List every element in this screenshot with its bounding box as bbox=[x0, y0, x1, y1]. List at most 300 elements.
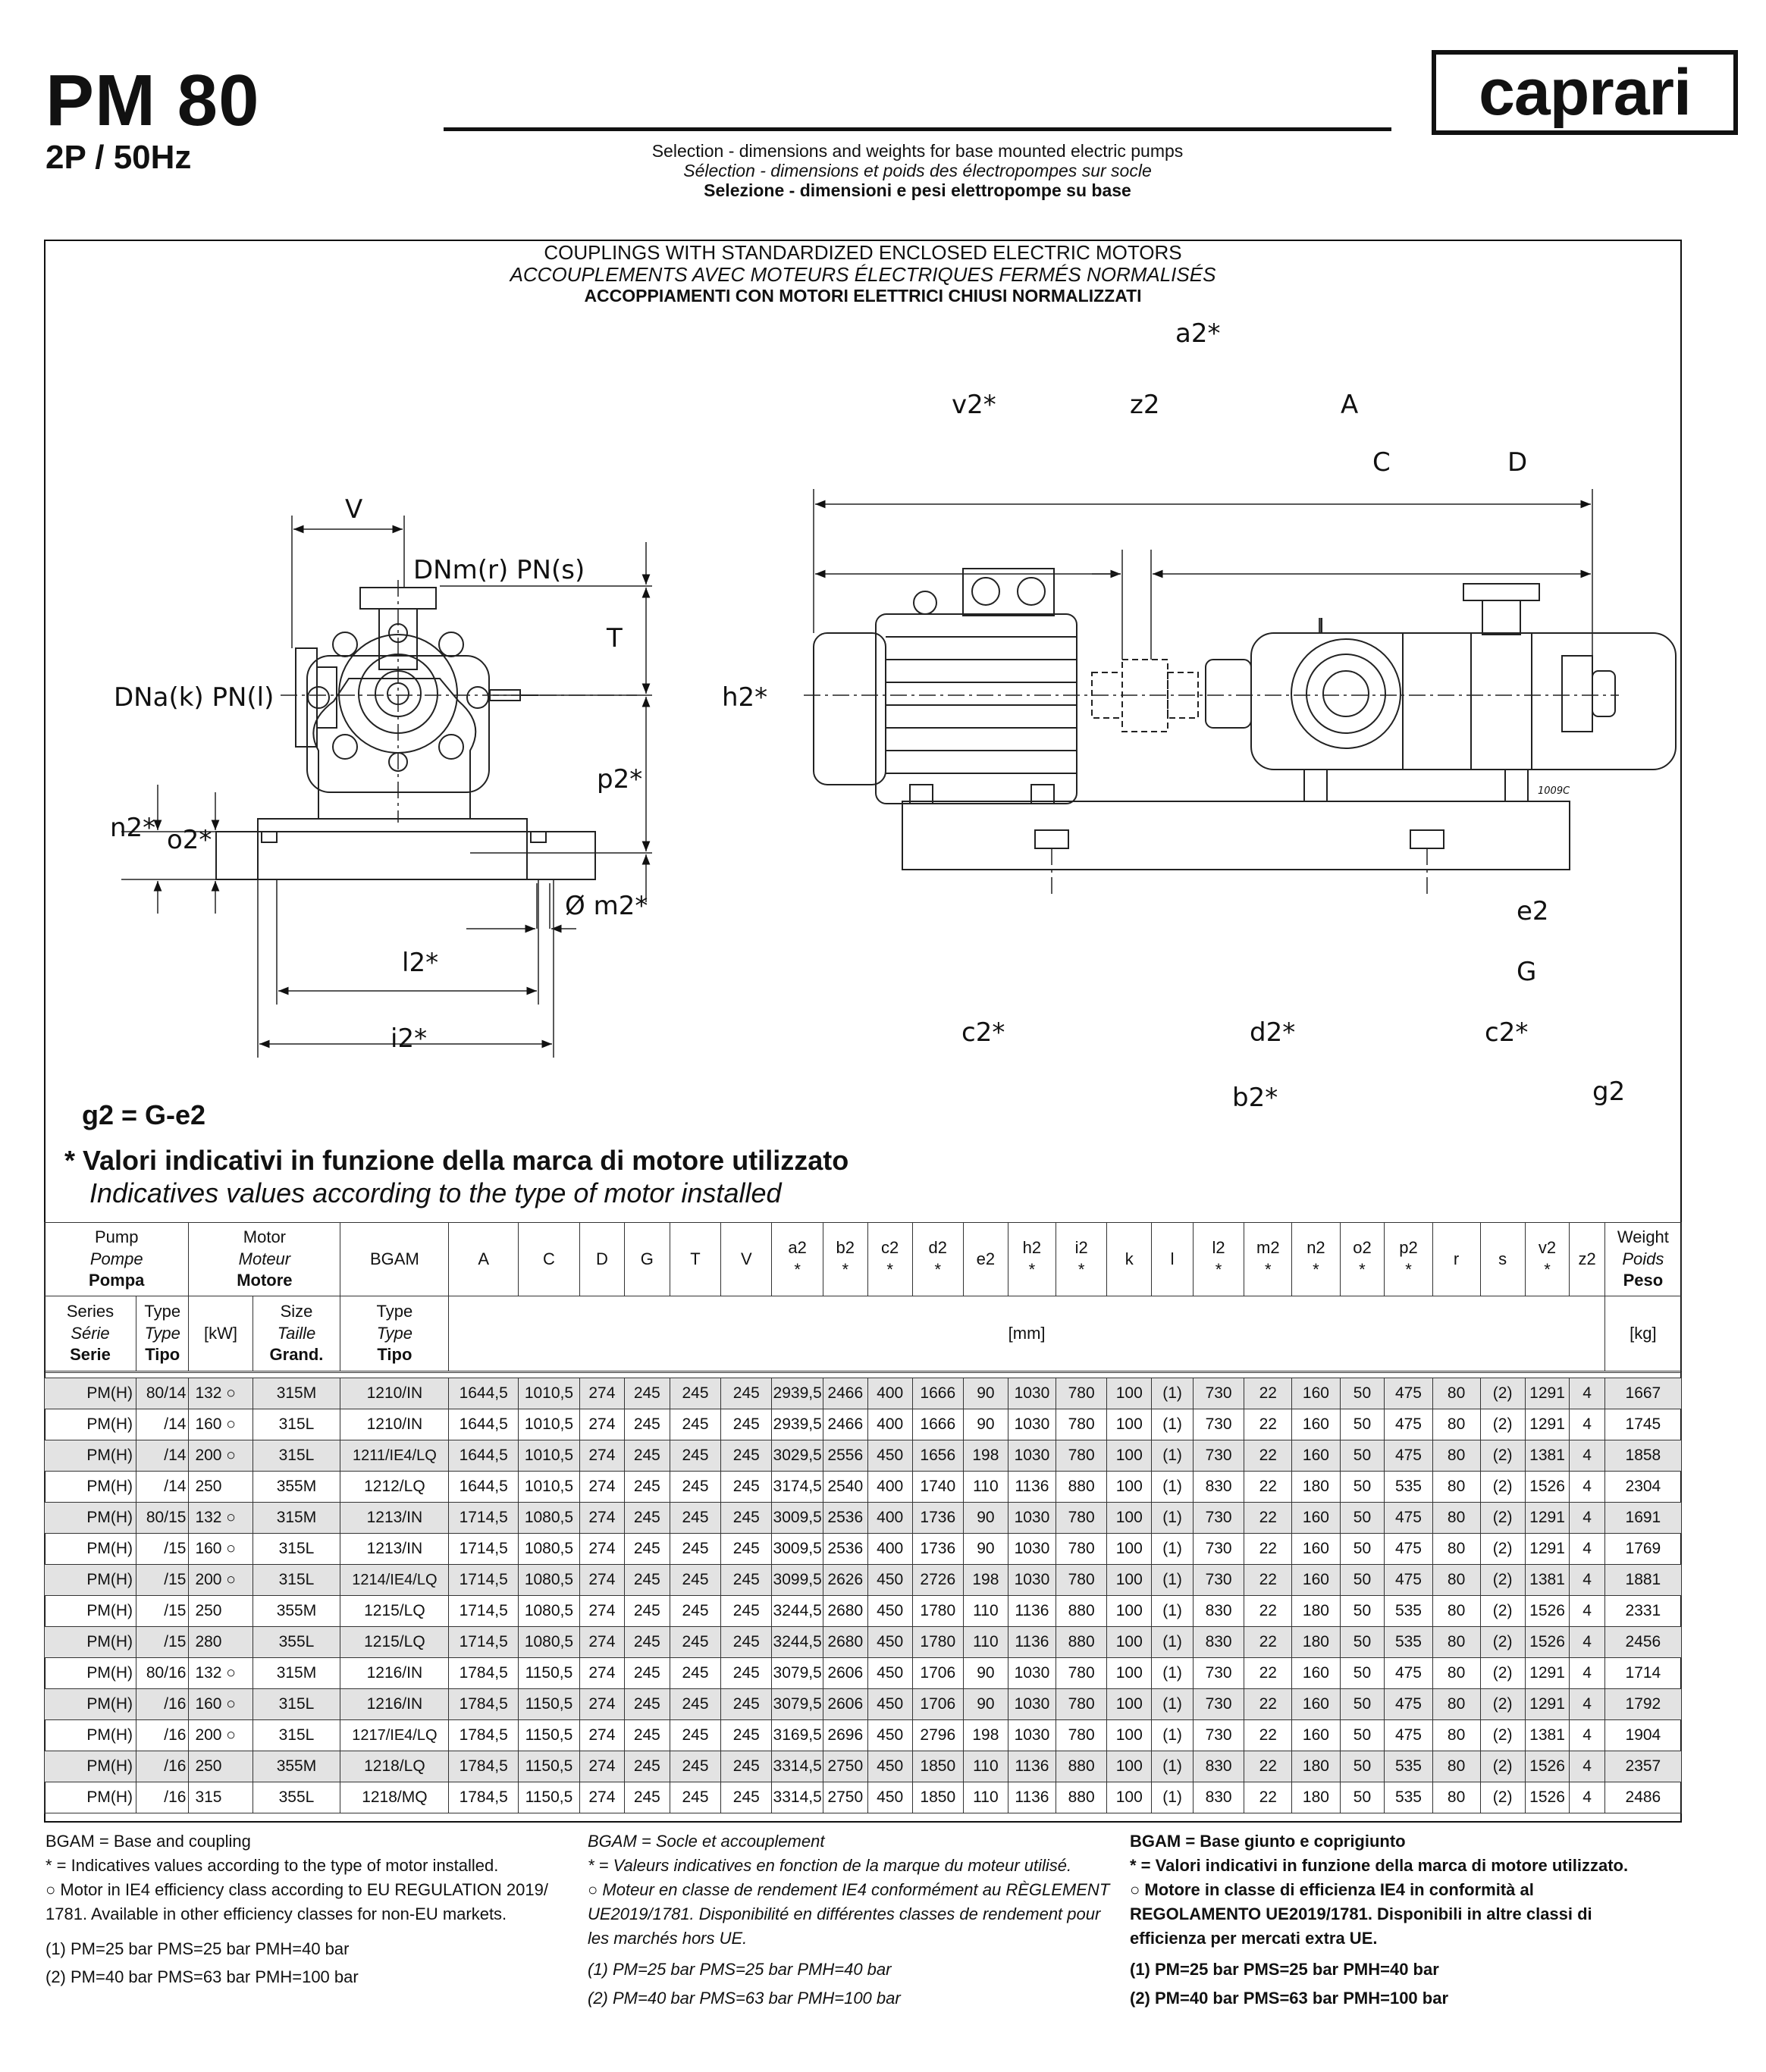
table-cell: 1150,5 bbox=[518, 1782, 579, 1813]
table-cell: 780 bbox=[1056, 1409, 1106, 1440]
table-cell: 110 bbox=[963, 1596, 1008, 1627]
table-cell: 80 bbox=[1432, 1720, 1480, 1751]
table-cell: 780 bbox=[1056, 1565, 1106, 1596]
footer-it-bgam: BGAM = Base giunto e coprigiunto bbox=[1130, 1832, 1406, 1851]
header-dim: p2 * bbox=[1385, 1223, 1432, 1296]
table-cell: 450 bbox=[867, 1751, 912, 1782]
table-cell: 80 bbox=[1432, 1565, 1480, 1596]
table-cell: 2456 bbox=[1604, 1627, 1681, 1658]
table-row bbox=[45, 1440, 1682, 1472]
table-cell: 245 bbox=[624, 1720, 670, 1751]
table-cell: 80 bbox=[1432, 1782, 1480, 1813]
table-cell: 1030 bbox=[1008, 1503, 1056, 1534]
footer-it-p1: (1) PM=25 bar PMS=25 bar PMH=40 bar bbox=[1130, 1960, 1439, 1980]
indicative-note-en: Indicatives values according to the type of motor installed bbox=[89, 1177, 782, 1208]
table-cell: 50 bbox=[1340, 1751, 1385, 1782]
table-cell: 100 bbox=[1107, 1720, 1152, 1751]
table-cell: 100 bbox=[1107, 1440, 1152, 1472]
table-cell: 1644,5 bbox=[449, 1472, 519, 1503]
table-cell: 2606 bbox=[823, 1658, 867, 1689]
table-cell: 1784,5 bbox=[449, 1782, 519, 1813]
table-cell: 100 bbox=[1107, 1689, 1152, 1720]
table-cell: 274 bbox=[579, 1565, 624, 1596]
table-cell: 450 bbox=[867, 1565, 912, 1596]
table-cell: 780 bbox=[1056, 1440, 1106, 1472]
table-cell: 1150,5 bbox=[518, 1751, 579, 1782]
table-cell: /15 bbox=[136, 1627, 188, 1658]
table-cell: 198 bbox=[963, 1720, 1008, 1751]
table-cell: 355L bbox=[253, 1782, 340, 1813]
table-cell: 475 bbox=[1385, 1658, 1432, 1689]
table-row bbox=[45, 1378, 1682, 1409]
header-dim: G bbox=[624, 1223, 670, 1296]
label-G: G bbox=[1517, 957, 1537, 987]
table-cell: 1291 bbox=[1525, 1503, 1570, 1534]
table-cell: 110 bbox=[963, 1627, 1008, 1658]
table-cell: 2466 bbox=[823, 1378, 867, 1409]
table-cell: 1714,5 bbox=[449, 1503, 519, 1534]
table-cell: 245 bbox=[624, 1689, 670, 1720]
table-cell: 245 bbox=[670, 1782, 720, 1813]
table-cell: 2750 bbox=[823, 1751, 867, 1782]
table-cell: PM(H) bbox=[45, 1658, 136, 1689]
table-cell: 50 bbox=[1340, 1472, 1385, 1503]
table-cell: 245 bbox=[721, 1782, 772, 1813]
table-cell: 50 bbox=[1340, 1596, 1385, 1627]
table-row bbox=[45, 1751, 1682, 1782]
table-cell: 1218/LQ bbox=[340, 1751, 449, 1782]
table-cell: 22 bbox=[1244, 1409, 1292, 1440]
table-cell: 1381 bbox=[1525, 1565, 1570, 1596]
table-cell: 200 ○ bbox=[189, 1720, 253, 1751]
table-cell: 4 bbox=[1570, 1409, 1604, 1440]
label-c2-left: c2* bbox=[961, 1017, 1005, 1048]
table-cell: 1213/IN bbox=[340, 1503, 449, 1534]
table-cell: 450 bbox=[867, 1627, 912, 1658]
footer-fr bbox=[588, 1829, 1118, 2011]
header-type: Type Type Tipo bbox=[136, 1296, 188, 1372]
table-cell: (2) bbox=[1480, 1627, 1525, 1658]
table-cell: 400 bbox=[867, 1534, 912, 1565]
table-cell: 475 bbox=[1385, 1409, 1432, 1440]
table-cell: 2357 bbox=[1604, 1751, 1681, 1782]
table-cell: 730 bbox=[1193, 1534, 1244, 1565]
table-cell: 475 bbox=[1385, 1440, 1432, 1472]
table-cell: 80/14 bbox=[136, 1378, 188, 1409]
table-cell: 100 bbox=[1107, 1472, 1152, 1503]
table-cell: 2696 bbox=[823, 1720, 867, 1751]
table-cell: 535 bbox=[1385, 1596, 1432, 1627]
table-cell: (1) bbox=[1152, 1720, 1194, 1751]
table-cell: 780 bbox=[1056, 1503, 1106, 1534]
table-cell: 245 bbox=[670, 1440, 720, 1472]
table-cell: (1) bbox=[1152, 1782, 1194, 1813]
page-subtitle: 2P / 50Hz bbox=[45, 139, 192, 176]
header-pump: Pump Pompe Pompa bbox=[45, 1223, 189, 1296]
table-cell: 3314,5 bbox=[772, 1782, 823, 1813]
table-cell: 80 bbox=[1432, 1596, 1480, 1627]
table-cell: 315L bbox=[253, 1720, 340, 1751]
table-cell: 450 bbox=[867, 1658, 912, 1689]
table-cell: 880 bbox=[1056, 1782, 1106, 1813]
table-cell: 245 bbox=[721, 1440, 772, 1472]
table-cell: 245 bbox=[624, 1440, 670, 1472]
table-cell: 160 ○ bbox=[189, 1409, 253, 1440]
table-cell: 22 bbox=[1244, 1751, 1292, 1782]
table-cell: 50 bbox=[1340, 1409, 1385, 1440]
table-cell: 730 bbox=[1193, 1409, 1244, 1440]
table-cell: PM(H) bbox=[45, 1720, 136, 1751]
table-cell: 22 bbox=[1244, 1378, 1292, 1409]
table-cell: 1666 bbox=[912, 1409, 963, 1440]
table-cell: 90 bbox=[963, 1658, 1008, 1689]
table-cell: 1080,5 bbox=[518, 1534, 579, 1565]
table-cell: 3244,5 bbox=[772, 1596, 823, 1627]
table-cell: 3314,5 bbox=[772, 1751, 823, 1782]
table-cell: 245 bbox=[721, 1689, 772, 1720]
table-cell: 90 bbox=[963, 1503, 1008, 1534]
table-cell: 1644,5 bbox=[449, 1440, 519, 1472]
table-cell: 780 bbox=[1056, 1689, 1106, 1720]
table-cell: 245 bbox=[670, 1596, 720, 1627]
table-cell: 730 bbox=[1193, 1689, 1244, 1720]
table-cell: 3079,5 bbox=[772, 1689, 823, 1720]
label-g2: g2 bbox=[1592, 1077, 1626, 1107]
table-cell: 400 bbox=[867, 1503, 912, 1534]
table-cell: 1136 bbox=[1008, 1782, 1056, 1813]
table-cell: 22 bbox=[1244, 1658, 1292, 1689]
table-cell: 100 bbox=[1107, 1782, 1152, 1813]
table-cell: 1080,5 bbox=[518, 1503, 579, 1534]
table-cell: 315M bbox=[253, 1378, 340, 1409]
table-cell: 90 bbox=[963, 1534, 1008, 1565]
table-cell: 1212/LQ bbox=[340, 1472, 449, 1503]
table-cell: (1) bbox=[1152, 1503, 1194, 1534]
table-cell: 1215/LQ bbox=[340, 1596, 449, 1627]
table-cell: 1216/IN bbox=[340, 1689, 449, 1720]
table-cell: 2486 bbox=[1604, 1782, 1681, 1813]
label-dnm: DNm(r) PN(s) bbox=[413, 555, 585, 585]
table-cell: 1381 bbox=[1525, 1440, 1570, 1472]
table-cell: PM(H) bbox=[45, 1782, 136, 1813]
table-cell: (2) bbox=[1480, 1751, 1525, 1782]
table-cell: 1850 bbox=[912, 1751, 963, 1782]
table-cell: /15 bbox=[136, 1534, 188, 1565]
table-cell: 160 bbox=[1292, 1658, 1340, 1689]
label-V: V bbox=[345, 494, 363, 525]
header-dim: l bbox=[1152, 1223, 1194, 1296]
table-cell: 50 bbox=[1340, 1503, 1385, 1534]
table-cell: 245 bbox=[670, 1472, 720, 1503]
table-cell: 80 bbox=[1432, 1503, 1480, 1534]
table-cell: 355M bbox=[253, 1751, 340, 1782]
table-cell: 1030 bbox=[1008, 1534, 1056, 1565]
table-cell: 880 bbox=[1056, 1472, 1106, 1503]
table-cell: 245 bbox=[721, 1378, 772, 1409]
table-cell: 2626 bbox=[823, 1565, 867, 1596]
table-cell: 160 bbox=[1292, 1440, 1340, 1472]
table-cell: 1714,5 bbox=[449, 1534, 519, 1565]
table-cell: 475 bbox=[1385, 1503, 1432, 1534]
table-cell: 90 bbox=[963, 1378, 1008, 1409]
table-cell: 245 bbox=[670, 1751, 720, 1782]
table-cell: 245 bbox=[721, 1503, 772, 1534]
table-cell: 22 bbox=[1244, 1472, 1292, 1503]
table-cell: 880 bbox=[1056, 1627, 1106, 1658]
table-cell: (1) bbox=[1152, 1534, 1194, 1565]
header-dim: l2 * bbox=[1193, 1223, 1244, 1296]
table-cell: 4 bbox=[1570, 1503, 1604, 1534]
table-cell: 535 bbox=[1385, 1627, 1432, 1658]
table-cell: 1792 bbox=[1604, 1689, 1681, 1720]
table-cell: 1218/MQ bbox=[340, 1782, 449, 1813]
table-cell: 880 bbox=[1056, 1596, 1106, 1627]
table-cell: 274 bbox=[579, 1782, 624, 1813]
header-dim: n2 * bbox=[1292, 1223, 1340, 1296]
table-body bbox=[45, 1378, 1682, 1813]
table-cell: 830 bbox=[1193, 1751, 1244, 1782]
header-dim: v2 * bbox=[1525, 1223, 1570, 1296]
table-cell: 2726 bbox=[912, 1565, 963, 1596]
table-cell: 1904 bbox=[1604, 1720, 1681, 1751]
table-cell: 315L bbox=[253, 1409, 340, 1440]
table-cell: 450 bbox=[867, 1596, 912, 1627]
table-cell: 1381 bbox=[1525, 1720, 1570, 1751]
table-cell: 245 bbox=[670, 1689, 720, 1720]
table-cell: 80 bbox=[1432, 1627, 1480, 1658]
table-cell: 830 bbox=[1193, 1627, 1244, 1658]
table-cell: 80 bbox=[1432, 1472, 1480, 1503]
table-cell: 315M bbox=[253, 1503, 340, 1534]
label-c2-right: c2* bbox=[1485, 1017, 1529, 1048]
drawing-reference: 1009C bbox=[1538, 785, 1570, 797]
table-cell: 1010,5 bbox=[518, 1409, 579, 1440]
table-cell: 1691 bbox=[1604, 1503, 1681, 1534]
table-cell: 274 bbox=[579, 1689, 624, 1720]
page-title: PM 80 bbox=[45, 60, 260, 141]
table-cell: 475 bbox=[1385, 1534, 1432, 1565]
table-cell: 1526 bbox=[1525, 1627, 1570, 1658]
table-cell: 22 bbox=[1244, 1534, 1292, 1565]
table-cell: 1714,5 bbox=[449, 1627, 519, 1658]
description-it: Selezione - dimensioni e pesi elettropompe su base bbox=[704, 180, 1131, 200]
table-cell: 475 bbox=[1385, 1720, 1432, 1751]
end-view-dimensions bbox=[121, 516, 652, 1058]
table-cell: 4 bbox=[1570, 1751, 1604, 1782]
footer-it-p2: (2) PM=40 bar PMS=63 bar PMH=100 bar bbox=[1130, 1989, 1449, 2008]
table-cell: PM(H) bbox=[45, 1565, 136, 1596]
table-cell: (2) bbox=[1480, 1658, 1525, 1689]
header-dim: a2 * bbox=[772, 1223, 823, 1296]
table-cell: /16 bbox=[136, 1720, 188, 1751]
table-cell: 80 bbox=[1432, 1751, 1480, 1782]
table-cell: 1644,5 bbox=[449, 1409, 519, 1440]
table-cell: (2) bbox=[1480, 1565, 1525, 1596]
table-cell: 100 bbox=[1107, 1658, 1152, 1689]
table-cell: PM(H) bbox=[45, 1503, 136, 1534]
header-rule bbox=[444, 127, 1391, 131]
table-cell: 1291 bbox=[1525, 1409, 1570, 1440]
table-cell: 245 bbox=[624, 1503, 670, 1534]
header-dim: T bbox=[670, 1223, 720, 1296]
header-mm: [mm] bbox=[449, 1296, 1604, 1372]
table-cell: 355L bbox=[253, 1627, 340, 1658]
table-cell: 274 bbox=[579, 1534, 624, 1565]
table-cell: 180 bbox=[1292, 1782, 1340, 1813]
table-cell: 110 bbox=[963, 1782, 1008, 1813]
table-cell: 1740 bbox=[912, 1472, 963, 1503]
table-cell: 1136 bbox=[1008, 1627, 1056, 1658]
table-cell: 1656 bbox=[912, 1440, 963, 1472]
table-cell: 2796 bbox=[912, 1720, 963, 1751]
table-cell: PM(H) bbox=[45, 1689, 136, 1720]
dimension-drawing bbox=[45, 299, 1680, 1149]
table-cell: 1526 bbox=[1525, 1751, 1570, 1782]
table-cell: 730 bbox=[1193, 1440, 1244, 1472]
table-cell: 730 bbox=[1193, 1503, 1244, 1534]
table-cell: 50 bbox=[1340, 1689, 1385, 1720]
table-cell: 3244,5 bbox=[772, 1627, 823, 1658]
indicative-note-it: * Valori indicativi in funzione della marca di motore utilizzato bbox=[64, 1145, 849, 1176]
table-cell: (1) bbox=[1152, 1378, 1194, 1409]
table-cell: 160 bbox=[1292, 1378, 1340, 1409]
table-cell: 1714,5 bbox=[449, 1565, 519, 1596]
table-row bbox=[45, 1782, 1682, 1813]
table-cell: 450 bbox=[867, 1782, 912, 1813]
footer-it-ie4: ○ Motore in classe di efficienza IE4 in conformità al REGOLAMENTO UE2019/1781. Disponibili in altre classi di efficienza per mercati extra UE. bbox=[1130, 1879, 1592, 1948]
label-m2: Ø m2* bbox=[565, 891, 648, 921]
table-row bbox=[45, 1627, 1682, 1658]
label-d2: d2* bbox=[1250, 1017, 1296, 1048]
table-cell: 1291 bbox=[1525, 1534, 1570, 1565]
table-cell: 2536 bbox=[823, 1503, 867, 1534]
table-cell: 1210/IN bbox=[340, 1409, 449, 1440]
table-cell: 50 bbox=[1340, 1658, 1385, 1689]
table-cell: 100 bbox=[1107, 1503, 1152, 1534]
table-cell: 132 ○ bbox=[189, 1503, 253, 1534]
table-cell: 100 bbox=[1107, 1627, 1152, 1658]
table-cell: /16 bbox=[136, 1782, 188, 1813]
table-cell: 198 bbox=[963, 1565, 1008, 1596]
table-cell: 22 bbox=[1244, 1565, 1292, 1596]
couplings-title-it: ACCOPPIAMENTI CON MOTORI ELETTRICI CHIUSI NORMALIZZATI bbox=[584, 286, 1142, 306]
table-cell: 1136 bbox=[1008, 1596, 1056, 1627]
table-cell: 535 bbox=[1385, 1751, 1432, 1782]
table-cell: 475 bbox=[1385, 1689, 1432, 1720]
table-cell: 4 bbox=[1570, 1720, 1604, 1751]
header-weight: Weight Poids Peso bbox=[1604, 1223, 1681, 1296]
table-cell: 475 bbox=[1385, 1565, 1432, 1596]
table-row bbox=[45, 1689, 1682, 1720]
header-dim: A bbox=[449, 1223, 519, 1296]
table-row bbox=[45, 1409, 1682, 1440]
label-i2: i2* bbox=[391, 1023, 428, 1054]
table-cell: 2304 bbox=[1604, 1472, 1681, 1503]
table-cell: 3009,5 bbox=[772, 1503, 823, 1534]
table-cell: 1784,5 bbox=[449, 1751, 519, 1782]
table-cell: 1780 bbox=[912, 1596, 963, 1627]
table-cell: 1850 bbox=[912, 1782, 963, 1813]
header-dim: c2 * bbox=[867, 1223, 912, 1296]
table-row bbox=[45, 1503, 1682, 1534]
couplings-title-en: COUPLINGS WITH STANDARDIZED ENCLOSED ELECTRIC MOTORS bbox=[544, 241, 1182, 264]
couplings-title-fr: ACCOUPLEMENTS AVEC MOTEURS ÉLECTRIQUES FERMÉS NORMALISÉS bbox=[510, 263, 1216, 286]
table-cell: 22 bbox=[1244, 1596, 1292, 1627]
table-cell: /14 bbox=[136, 1440, 188, 1472]
table-cell: 780 bbox=[1056, 1658, 1106, 1689]
table-cell: 1291 bbox=[1525, 1658, 1570, 1689]
table-cell: 100 bbox=[1107, 1565, 1152, 1596]
table-cell: 245 bbox=[670, 1720, 720, 1751]
footer-en-p1: (1) PM=25 bar PMS=25 bar PMH=40 bar bbox=[45, 1939, 350, 1958]
table-cell: 110 bbox=[963, 1472, 1008, 1503]
table-cell: 1030 bbox=[1008, 1565, 1056, 1596]
table-cell: 1667 bbox=[1604, 1378, 1681, 1409]
table-cell: 4 bbox=[1570, 1627, 1604, 1658]
table-cell: 315 bbox=[189, 1782, 253, 1813]
table-cell: PM(H) bbox=[45, 1751, 136, 1782]
table-cell: 2536 bbox=[823, 1534, 867, 1565]
header-dim: d2 * bbox=[912, 1223, 963, 1296]
table-cell: 80 bbox=[1432, 1689, 1480, 1720]
table-cell: 245 bbox=[624, 1534, 670, 1565]
header-size: Size Taille Grand. bbox=[253, 1296, 340, 1372]
table-cell: 2939,5 bbox=[772, 1409, 823, 1440]
table-cell: 1644,5 bbox=[449, 1378, 519, 1409]
table-cell: 1666 bbox=[912, 1378, 963, 1409]
header-dim: k bbox=[1107, 1223, 1152, 1296]
table-cell: 245 bbox=[721, 1751, 772, 1782]
label-p2: p2* bbox=[597, 764, 643, 795]
table-cell: 160 ○ bbox=[189, 1689, 253, 1720]
table-cell: 1210/IN bbox=[340, 1378, 449, 1409]
table-cell: PM(H) bbox=[45, 1440, 136, 1472]
table-cell: 274 bbox=[579, 1440, 624, 1472]
table-cell: 245 bbox=[624, 1472, 670, 1503]
header-dim: h2 * bbox=[1008, 1223, 1056, 1296]
table-cell: 355M bbox=[253, 1472, 340, 1503]
table-cell: 80/15 bbox=[136, 1503, 188, 1534]
table-row bbox=[45, 1720, 1682, 1751]
table-cell: 1881 bbox=[1604, 1565, 1681, 1596]
header-dim: e2 bbox=[963, 1223, 1008, 1296]
table-cell: 100 bbox=[1107, 1751, 1152, 1782]
table-cell: 1211/IE4/LQ bbox=[340, 1440, 449, 1472]
table-cell: 160 ○ bbox=[189, 1534, 253, 1565]
table-cell: 274 bbox=[579, 1596, 624, 1627]
footer-fr-bgam: BGAM = Socle et accouplement bbox=[588, 1832, 825, 1851]
table-cell: 80/16 bbox=[136, 1658, 188, 1689]
table-cell: 3079,5 bbox=[772, 1658, 823, 1689]
label-C: C bbox=[1372, 447, 1391, 478]
table-cell: (1) bbox=[1152, 1565, 1194, 1596]
table-cell: 535 bbox=[1385, 1472, 1432, 1503]
label-e2: e2 bbox=[1517, 896, 1549, 926]
table-cell: 100 bbox=[1107, 1596, 1152, 1627]
table-cell: 245 bbox=[721, 1472, 772, 1503]
footer-en-bgam: BGAM = Base and coupling bbox=[45, 1832, 251, 1851]
table-cell: /16 bbox=[136, 1751, 188, 1782]
table-header-row bbox=[45, 1223, 1682, 1296]
table-cell: 1080,5 bbox=[518, 1565, 579, 1596]
table-row bbox=[45, 1596, 1682, 1627]
table-cell: 245 bbox=[624, 1782, 670, 1813]
table-cell: 245 bbox=[670, 1565, 720, 1596]
table-cell: (1) bbox=[1152, 1596, 1194, 1627]
table-cell: 245 bbox=[721, 1565, 772, 1596]
table-cell: 1736 bbox=[912, 1503, 963, 1534]
table-cell: 450 bbox=[867, 1689, 912, 1720]
